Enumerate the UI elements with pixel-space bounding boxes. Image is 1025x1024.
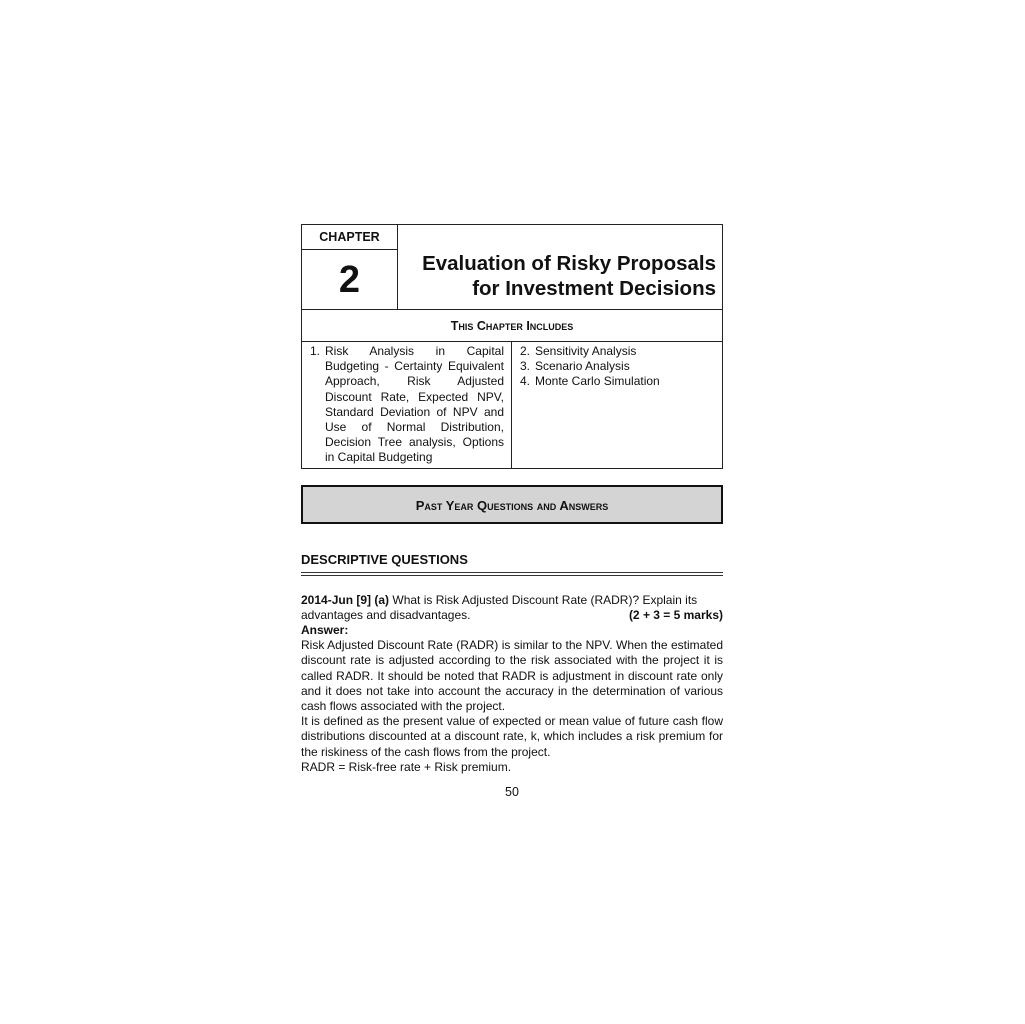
- chapter-label: CHAPTER: [302, 225, 397, 250]
- includes-right-column: [512, 342, 722, 468]
- includes-item: [520, 359, 716, 374]
- page-number: 50: [505, 785, 519, 800]
- includes-item-text: Monte Carlo Simulation: [535, 374, 660, 389]
- chapter-number-column: [302, 225, 398, 309]
- double-rule-divider: [301, 572, 723, 576]
- question-reference: 2014-Jun [9] (a): [301, 592, 390, 607]
- includes-item-number: 3.: [520, 359, 531, 374]
- includes-item-text: Scenario Analysis: [535, 359, 630, 374]
- chapter-number: 2: [338, 259, 361, 301]
- includes-item-number: 2.: [520, 344, 531, 358]
- question-text-part2: advantages and disadvantages.: [301, 607, 471, 622]
- chapter-title-line2: for Investment Decisions: [472, 277, 716, 300]
- question-marks-line: [301, 608, 723, 623]
- question-marks: (2 + 3 = 5 marks): [628, 607, 723, 622]
- chapter-top-row: [302, 225, 722, 310]
- question-text-part1: What is Risk Adjusted Discount Rate (RADR)? Explain its: [392, 592, 698, 607]
- chapter-title-line1: Evaluation of Risky Proposals: [422, 252, 716, 275]
- past-year-questions-banner: Past Year Questions and Answers: [301, 485, 723, 524]
- includes-item: [310, 344, 504, 466]
- answer-label: Answer:: [301, 623, 349, 638]
- question: [301, 593, 723, 608]
- chapter-header-box: [301, 224, 723, 469]
- chapter-includes-heading: This Chapter Includes: [302, 310, 722, 342]
- answer-paragraph-2: It is defined as the present value of expected or mean value of future cash flow distributions discounted at a discount rate, k, which includes a risk premium for the riskiness of the cash flows from the project.: [301, 714, 723, 759]
- question-answer-block: [301, 593, 723, 775]
- includes-left-column: [302, 342, 512, 468]
- includes-item: [520, 344, 716, 359]
- includes-item-text: Risk Analysis in Capital Budgeting - Certainty Equivalent Approach, Risk Adjusted Discount Rate, Expected NPV, Standard Deviation of NPV and Use of Normal Distribution, Decision Tree analysis, Options in Capital Budgeting: [325, 344, 504, 465]
- includes-item-text: Sensitivity Analysis: [535, 344, 637, 358]
- answer-formula: RADR = Risk-free rate + Risk premium.: [301, 759, 512, 774]
- includes-item-number: 4.: [520, 374, 531, 389]
- chapter-title: [398, 225, 722, 309]
- section-heading: DESCRIPTIVE QUESTIONS: [301, 551, 468, 567]
- answer-paragraph-1: Risk Adjusted Discount Rate (RADR) is similar to the NPV. When the estimated discount rate is adjusted according to the risk associated with the project it is called RADR. It should be noted that RADR is adjustment in discount rate only and it does not take into account the accuracy in the determination of various cash flows associated with the project.: [301, 638, 723, 714]
- chapter-includes-table: [302, 342, 722, 468]
- book-page: [301, 224, 723, 799]
- includes-item: [520, 374, 716, 389]
- includes-item-number: 1.: [310, 344, 321, 358]
